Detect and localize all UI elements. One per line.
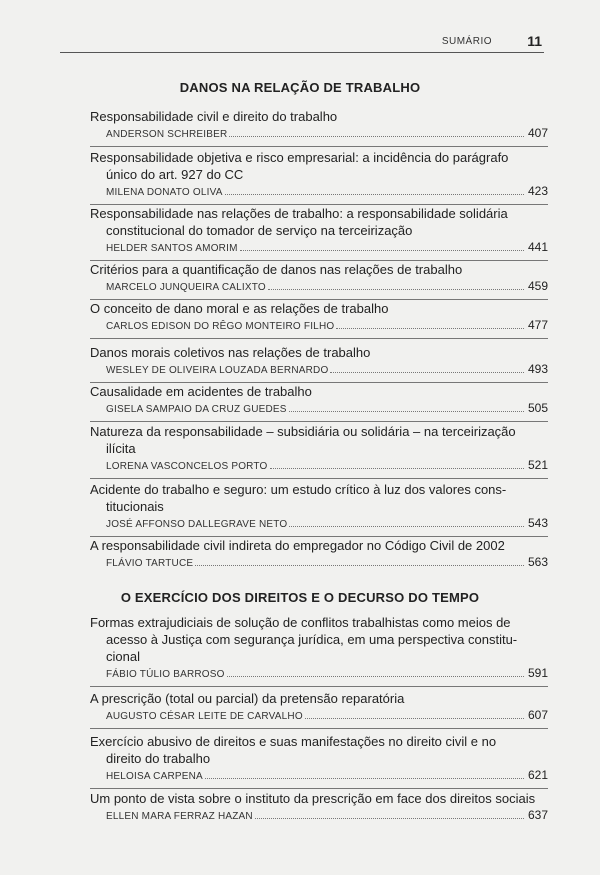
entry-title: Danos morais coletivos nas relações de trabalho bbox=[90, 345, 371, 360]
entry-page-number: 621 bbox=[527, 768, 548, 782]
dot-leader bbox=[289, 411, 524, 412]
entry-page-number: 493 bbox=[527, 362, 548, 376]
section-title: O EXERCÍCIO DOS DIREITOS E O DECURSO DO TEMPO bbox=[120, 590, 480, 605]
entry-author: AUGUSTO CÉSAR LEITE DE CARVALHO bbox=[106, 711, 303, 722]
entry-author-row bbox=[90, 239, 548, 257]
entry-author: FLÁVIO TARTUCE bbox=[106, 558, 194, 569]
entry-author: FÁBIO TÚLIO BARROSO bbox=[106, 669, 225, 680]
entry-divider bbox=[90, 788, 548, 789]
entry-author-row bbox=[90, 515, 548, 533]
entry-author-row bbox=[90, 457, 548, 475]
entry-page-number: 521 bbox=[527, 458, 548, 472]
entry-author-row bbox=[90, 400, 548, 418]
entry-author: HELOISA CARPENA bbox=[106, 771, 203, 782]
toc-entry[interactable] bbox=[90, 383, 548, 418]
toc-entry[interactable] bbox=[90, 261, 548, 296]
entry-author-row bbox=[90, 278, 548, 296]
entry-title: Responsabilidade objetiva e risco empresarial: a incidência do parágrafo único do art. 927 do CC bbox=[90, 150, 509, 182]
dot-leader bbox=[336, 328, 524, 329]
entry-author-row bbox=[90, 125, 548, 143]
entry-author-row bbox=[90, 807, 548, 825]
entry-author: ANDERSON SCHREIBER bbox=[106, 129, 228, 140]
dot-leader bbox=[289, 526, 524, 527]
entry-author-row bbox=[90, 361, 548, 379]
toc-entry[interactable] bbox=[90, 733, 548, 785]
entry-page-number: 459 bbox=[527, 279, 548, 293]
entry-author: GISELA SAMPAIO DA CRUZ GUEDES bbox=[106, 404, 287, 415]
entry-page-number: 477 bbox=[527, 318, 548, 332]
entry-page-number: 591 bbox=[527, 666, 548, 680]
entry-title: Causalidade em acidentes de trabalho bbox=[90, 384, 312, 399]
entry-title: Exercício abusivo de direitos e suas manifestações no direito civil e no direito do trabalho bbox=[90, 734, 497, 766]
entry-page-number: 543 bbox=[527, 516, 548, 530]
entry-page-number: 637 bbox=[527, 808, 548, 822]
entry-divider bbox=[90, 421, 548, 422]
toc-entry[interactable] bbox=[90, 300, 548, 335]
dot-leader bbox=[268, 289, 524, 290]
entry-author: MILENA DONATO OLIVA bbox=[106, 187, 223, 198]
entry-author-row bbox=[90, 554, 548, 572]
toc-entry[interactable] bbox=[90, 108, 548, 143]
toc-entry[interactable] bbox=[90, 690, 548, 725]
entry-author: MARCELO JUNQUEIRA CALIXTO bbox=[106, 282, 266, 293]
dot-leader bbox=[270, 468, 524, 469]
entry-divider bbox=[90, 478, 548, 479]
entry-page-number: 505 bbox=[527, 401, 548, 415]
toc-entry[interactable] bbox=[90, 481, 548, 533]
toc-entry[interactable] bbox=[90, 205, 548, 257]
entry-author: LORENA VASCONCELOS PORTO bbox=[106, 461, 268, 472]
page-number: 11 bbox=[527, 33, 542, 49]
entry-page-number: 423 bbox=[527, 184, 548, 198]
entry-title: A prescrição (total ou parcial) da pretensão reparatória bbox=[90, 691, 405, 706]
entry-title: Critérios para a quantificação de danos nas relações de trabalho bbox=[90, 262, 463, 277]
entry-title: O conceito de dano moral e as relações de trabalho bbox=[90, 301, 389, 316]
dot-leader bbox=[330, 372, 524, 373]
entry-divider bbox=[90, 338, 548, 339]
entry-author-row bbox=[90, 767, 548, 785]
entry-divider bbox=[90, 146, 548, 147]
toc-entry[interactable] bbox=[90, 790, 548, 825]
entry-title: A responsabilidade civil indireta do empregador no Código Civil de 2002 bbox=[90, 538, 505, 553]
section-title: DANOS NA RELAÇÃO DE TRABALHO bbox=[179, 80, 421, 95]
dot-leader bbox=[195, 565, 524, 566]
dot-leader bbox=[205, 778, 524, 779]
entry-page-number: 441 bbox=[527, 240, 548, 254]
page-header bbox=[60, 30, 544, 50]
entry-title: Responsabilidade nas relações de trabalho: a responsabilidade solidária constitucional do tomador de serviço na terceirização bbox=[90, 206, 508, 238]
entry-author-row bbox=[90, 707, 548, 725]
toc-entry[interactable] bbox=[90, 423, 548, 475]
entry-title: Natureza da responsabilidade – subsidiária ou solidária – na terceirização ilícita bbox=[90, 424, 516, 456]
entry-author-row bbox=[90, 665, 548, 683]
entry-title: Um ponto de vista sobre o instituto da prescrição em face dos direitos sociais bbox=[90, 791, 536, 806]
entry-author: HELDER SANTOS AMORIM bbox=[106, 243, 238, 254]
dot-leader bbox=[255, 818, 524, 819]
dot-leader bbox=[229, 136, 524, 137]
entry-page-number: 407 bbox=[527, 126, 548, 140]
entry-author: WESLEY DE OLIVEIRA LOUZADA BERNARDO bbox=[106, 365, 329, 376]
entry-page-number: 607 bbox=[527, 708, 548, 722]
toc-entry[interactable] bbox=[90, 537, 548, 572]
entry-author-row bbox=[90, 317, 548, 335]
entry-page-number: 563 bbox=[527, 555, 548, 569]
entry-divider bbox=[90, 728, 548, 729]
toc-entry[interactable] bbox=[90, 149, 548, 201]
dot-leader bbox=[305, 718, 524, 719]
toc-entry[interactable] bbox=[90, 614, 548, 683]
entry-divider bbox=[90, 686, 548, 687]
dot-leader bbox=[240, 250, 524, 251]
running-title: SUMÁRIO bbox=[441, 36, 492, 47]
dot-leader bbox=[227, 676, 524, 677]
entry-author: CARLOS EDISON DO RÊGO MONTEIRO FILHO bbox=[106, 321, 335, 332]
entry-title: Acidente do trabalho e seguro: um estudo crítico à luz dos valores cons- titucionais bbox=[90, 482, 507, 514]
entry-author: JOSÉ AFFONSO DALLEGRAVE NETO bbox=[106, 519, 288, 530]
entry-author: ELLEN MARA FERRAZ HAZAN bbox=[106, 811, 253, 822]
entry-title: Responsabilidade civil e direito do trabalho bbox=[90, 109, 338, 124]
dot-leader bbox=[225, 194, 524, 195]
header-rule bbox=[60, 52, 544, 53]
entry-title: Formas extrajudiciais de solução de conflitos trabalhistas como meios de acesso à Justiça com segurança jurídica, em uma perspectiva constitu- cional bbox=[90, 615, 518, 664]
entry-author-row bbox=[90, 183, 548, 201]
toc-entry[interactable] bbox=[90, 344, 548, 379]
